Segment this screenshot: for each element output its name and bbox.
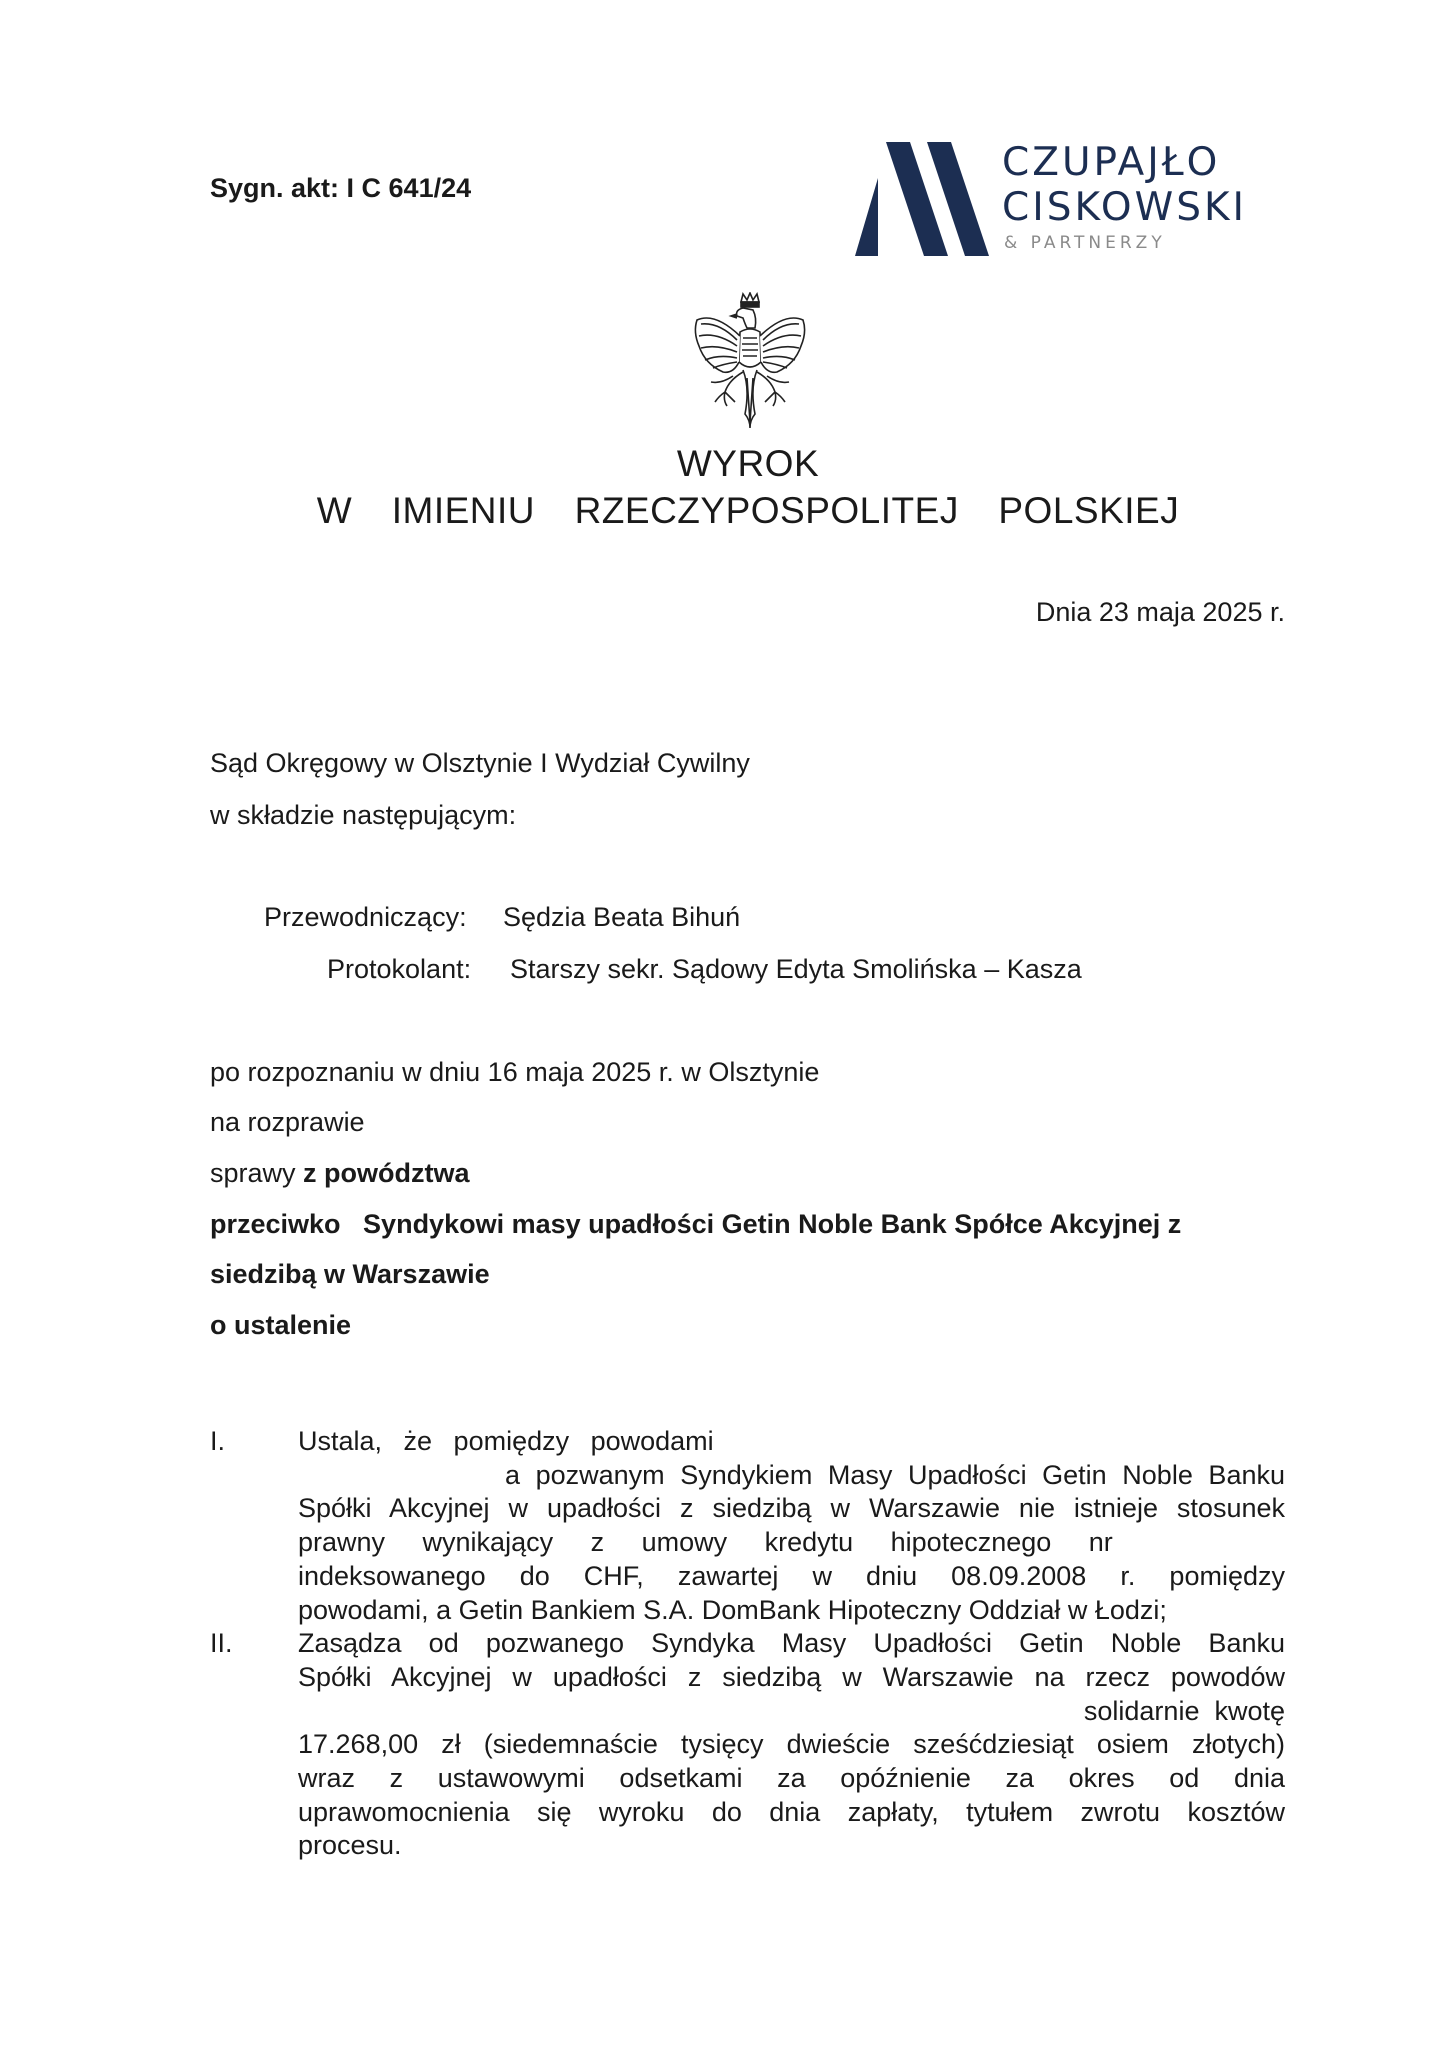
ruling-line: solidarnie kwotę [1083,1695,1285,1726]
defendant-line-2: siedzibą w Warszawie [210,1259,490,1289]
judgment-title: WYROK [676,443,820,484]
hearing-info: po rozpoznaniu w dniu 16 maja 2025 r. w Olsztynie [210,1057,820,1087]
ruling-item-number: II. [210,1628,233,1659]
judgment-date: Dnia 23 maja 2025 r. [1035,597,1285,627]
ruling-line: Spółki Akcyjnej w upadłości z siedzibą w Warszawie nie istnieje stosunek [298,1493,1285,1524]
case-type-bold: z powództwa [303,1158,470,1188]
ruling-line: Zasądza od pozwanego Syndyka Masy Upadłości Getin Noble Banku [298,1628,1285,1659]
defendant-line-1: przeciwko Syndykowi masy upadłości Getin Noble Bank Spółce Akcyjnej z [210,1209,1182,1239]
logo-line-1: CZUPAJŁO [1002,140,1221,185]
ruling-line: Ustala, że pomiędzy powodami [298,1426,714,1456]
case-subject: o ustalenie [210,1310,352,1340]
case-type [210,1158,470,1189]
ruling-list [210,1425,1285,1863]
ruling-line: indeksowanego do CHF, zawartej w dniu 08.09.2008 r. pomiędzy [298,1560,1285,1591]
law-firm-logo [852,138,1302,260]
ruling-line: prawny wynikający z umowy kredytu hipotecznego nr [298,1527,1113,1558]
ruling-line: powodami, a Getin Bankiem S.A. DomBank Hipoteczny Oddział w Łodzi; [298,1594,1167,1625]
logo-line-2: CISKOWSKI [1002,185,1248,230]
ruling-line: procesu. [298,1830,402,1861]
clerk-name: Starszy sekr. Sądowy Edyta Smolińska – Kasza [510,954,1082,984]
court-name: Sąd Okręgowy w Olsztynie I Wydział Cywilny [210,748,750,778]
logo-mark-icon [852,138,992,260]
ruling-item-1 [210,1425,1285,1627]
ruling-line: a pozwanym Syndykiem Masy Upadłości Getin Noble Banku [505,1459,1285,1490]
presiding-label: Przewodniczący: [264,902,467,932]
polish-eagle-icon [685,292,815,434]
judgment-subtitle: W IMIENIU RZECZYPOSPOLITEJ POLSKIEJ [316,490,1180,531]
ruling-line: 17.268,00 zł (siedemnaście tysięcy dwieście sześćdziesiąt osiem złotych) [298,1729,1285,1760]
case-number: Sygn. akt: I C 641/24 [210,173,472,203]
ruling-line: uprawomocnienia się wyroku do dnia zapłaty, tytułem zwrotu kosztów [298,1796,1285,1827]
court-composition: w składzie następującym: [210,800,517,830]
ruling-item-number: I. [210,1426,226,1456]
ruling-line: Spółki Akcyjnej w upadłości z siedzibą w Warszawie na rzecz powodów [298,1661,1285,1692]
logo-line-3: & PARTNERZY [1004,233,1166,253]
clerk-label: Protokolant: [327,954,472,984]
case-type-prefix: sprawy [210,1158,304,1188]
presiding-judge: Sędzia Beata Bihuń [503,902,741,932]
hearing-type: na rozprawie [210,1107,365,1137]
ruling-item-2 [210,1627,1285,1863]
ruling-line: wraz z ustawowymi odsetkami za opóźnienie za okres od dnia [298,1763,1285,1794]
